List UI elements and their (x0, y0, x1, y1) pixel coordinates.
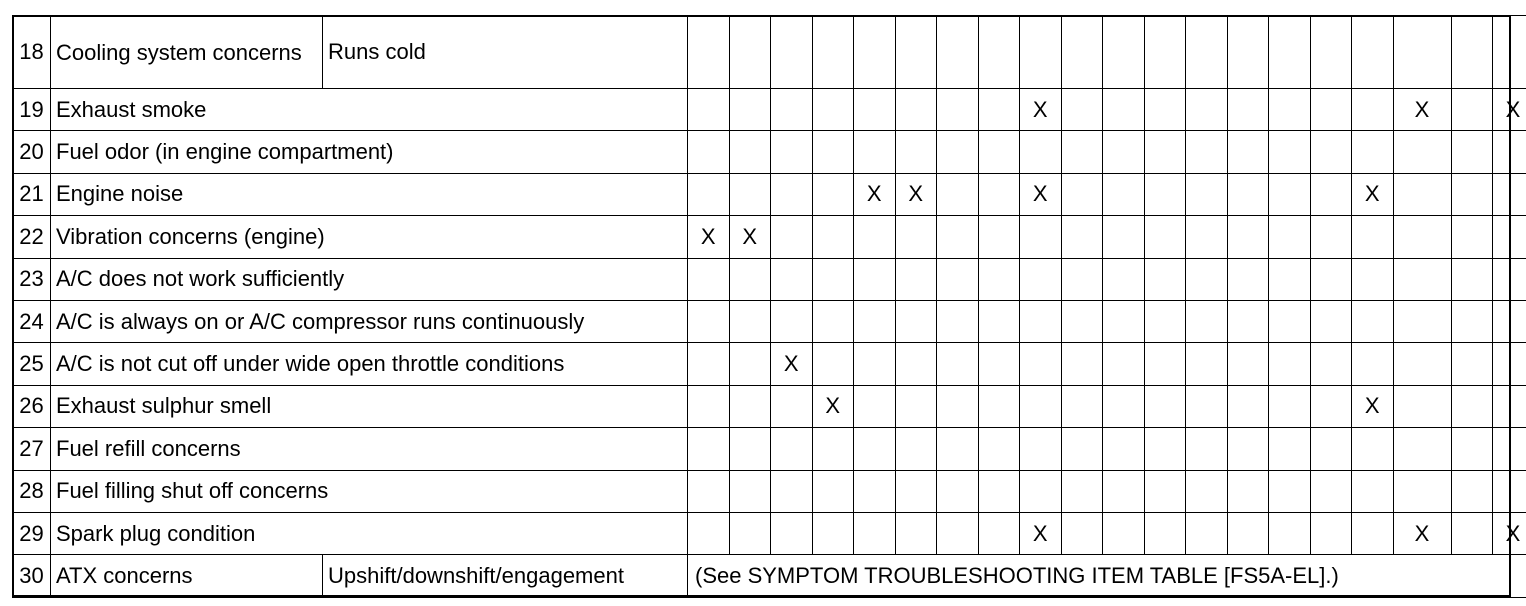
check-mark-cell: X (771, 343, 813, 385)
symptom-detail: Runs cold (323, 16, 688, 89)
row-number: 27 (13, 428, 51, 470)
check-mark-cell: X (1352, 173, 1394, 215)
check-mark-cell: X (1493, 89, 1526, 131)
check-mark-cell: X (1393, 512, 1451, 554)
check-mark-cell: X (854, 173, 896, 215)
symptom-label: A/C is not cut off under wide open throttle conditions (51, 343, 688, 385)
row-number: 21 (13, 173, 51, 215)
symptom-label: Exhaust sulphur smell (51, 385, 688, 427)
row-number: 24 (13, 300, 51, 342)
check-mark-cell: X (688, 216, 730, 258)
check-mark-cell: X (1493, 512, 1526, 554)
check-mark-cell: X (1020, 512, 1062, 554)
check-mark-cell: X (895, 173, 937, 215)
check-mark-cell: X (1020, 173, 1062, 215)
symptom-label: Exhaust smoke (51, 89, 688, 131)
check-mark-cell: X (1020, 89, 1062, 131)
check-mark-cell: X (1393, 89, 1451, 131)
row-number: 25 (13, 343, 51, 385)
symptom-label: Spark plug condition (51, 512, 688, 554)
row-number: 28 (13, 470, 51, 512)
check-mark-cell: X (729, 216, 771, 258)
symptom-label: Cooling system concerns (51, 16, 323, 89)
row-number: 18 (13, 16, 51, 89)
symptom-detail: Upshift/downshift/engagement (323, 555, 688, 597)
symptom-label: A/C is always on or A/C compressor runs continuously (51, 300, 688, 342)
check-mark-cell: X (1352, 385, 1394, 427)
row-number: 19 (13, 89, 51, 131)
symptom-label: Fuel filling shut off concerns (51, 470, 688, 512)
symptom-label: A/C does not work sufficiently (51, 258, 688, 300)
symptom-label: Vibration concerns (engine) (51, 216, 688, 258)
row-number: 22 (13, 216, 51, 258)
check-mark-cell: X (812, 385, 854, 427)
row-number: 29 (13, 512, 51, 554)
row-number: 20 (13, 131, 51, 173)
reference-note: (See SYMPTOM TROUBLESHOOTING ITEM TABLE [FS5A-EL].) (688, 555, 1526, 597)
symptom-label: Engine noise (51, 173, 688, 215)
symptom-label: ATX concerns (51, 555, 323, 597)
row-number: 30 (13, 555, 51, 597)
table-frame (12, 15, 1511, 597)
row-number: 23 (13, 258, 51, 300)
symptom-label: Fuel odor (in engine compartment) (51, 131, 688, 173)
row-number: 26 (13, 385, 51, 427)
symptom-label: Fuel refill concerns (51, 428, 688, 470)
